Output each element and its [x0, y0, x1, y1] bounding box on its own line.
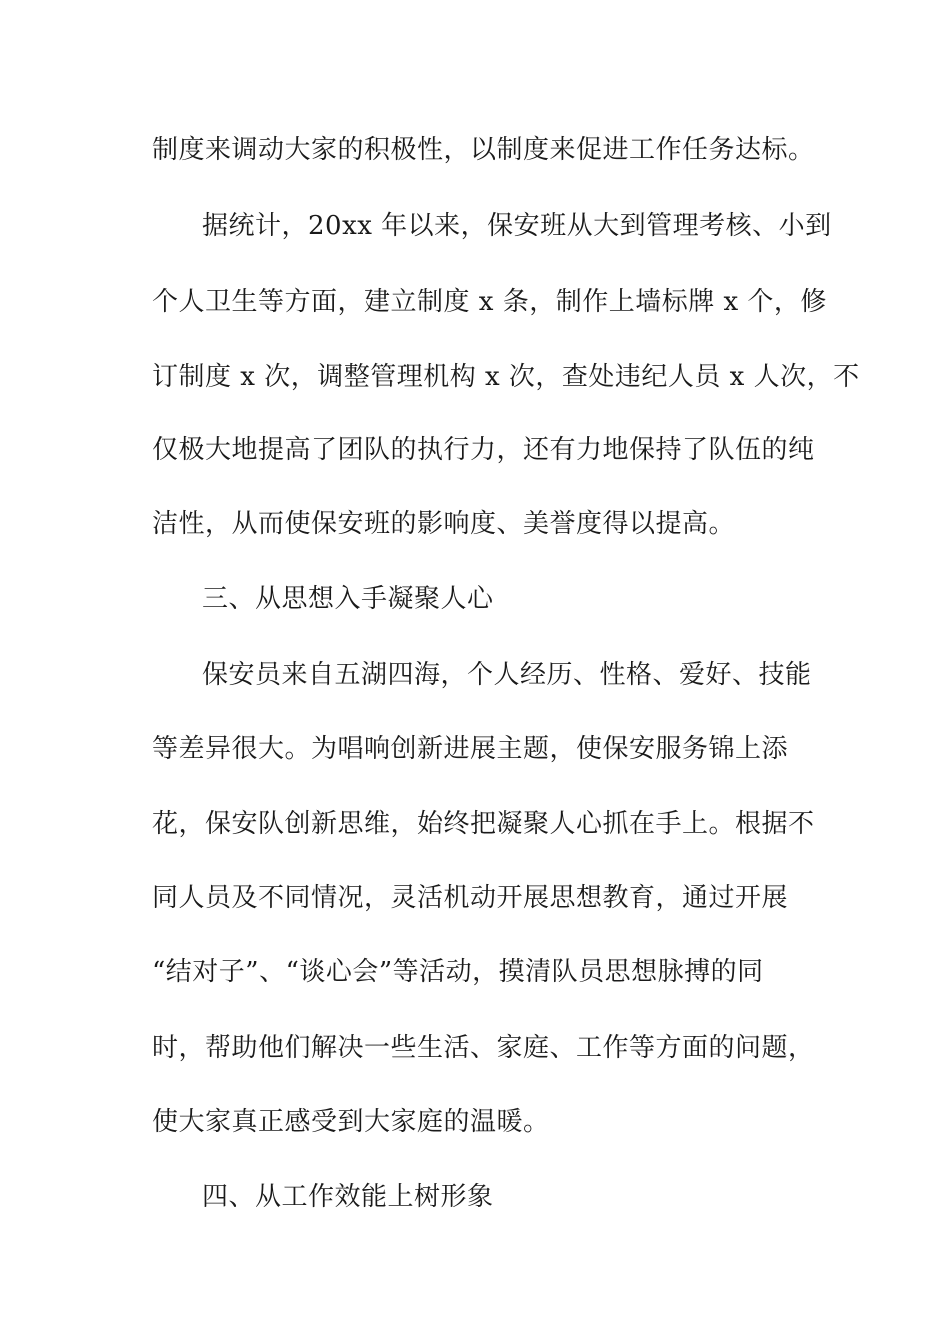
paragraph-line: 等差异很大。为唱响创新进展主题，使保安服务锦上添: [152, 734, 789, 764]
paragraph-line: 时，帮助他们解决一些生活、家庭、工作等方面的问题，: [152, 1033, 815, 1063]
paragraph-line: “结对子”、“谈心会”等活动，摸清队员思想脉搏的同: [152, 957, 764, 987]
paragraph-line: 个人卫生等方面，建立制度 x 条，制作上墙标牌 x 个，修: [152, 287, 827, 317]
section-heading: 三、从思想入手凝聚人心: [202, 584, 494, 614]
paragraph-line: 订制度 x 次，调整管理机构 x 次，查处违纪人员 x 人次，不: [152, 362, 860, 392]
paragraph-line: 据统计，20xx 年以来，保安班从大到管理考核、小到: [202, 211, 832, 241]
paragraph-line: 同人员及不同情况，灵活机动开展思想教育，通过开展: [152, 883, 789, 913]
paragraph-line: 保安员来自五湖四海，个人经历、性格、爱好、技能: [202, 660, 812, 690]
section-heading: 四、从工作效能上树形象: [202, 1182, 494, 1212]
paragraph-line: 花，保安队创新思维，始终把凝聚人心抓在手上。根据不: [152, 809, 815, 839]
paragraph-line: 制度来调动大家的积极性，以制度来促进工作任务达标。: [152, 135, 815, 165]
paragraph-line: 洁性，从而使保安班的影响度、美誉度得以提高。: [152, 509, 736, 539]
paragraph-line: 使大家真正感受到大家庭的温暖。: [152, 1107, 550, 1137]
paragraph-line: 仅极大地提高了团队的执行力，还有力地保持了队伍的纯: [152, 435, 815, 465]
